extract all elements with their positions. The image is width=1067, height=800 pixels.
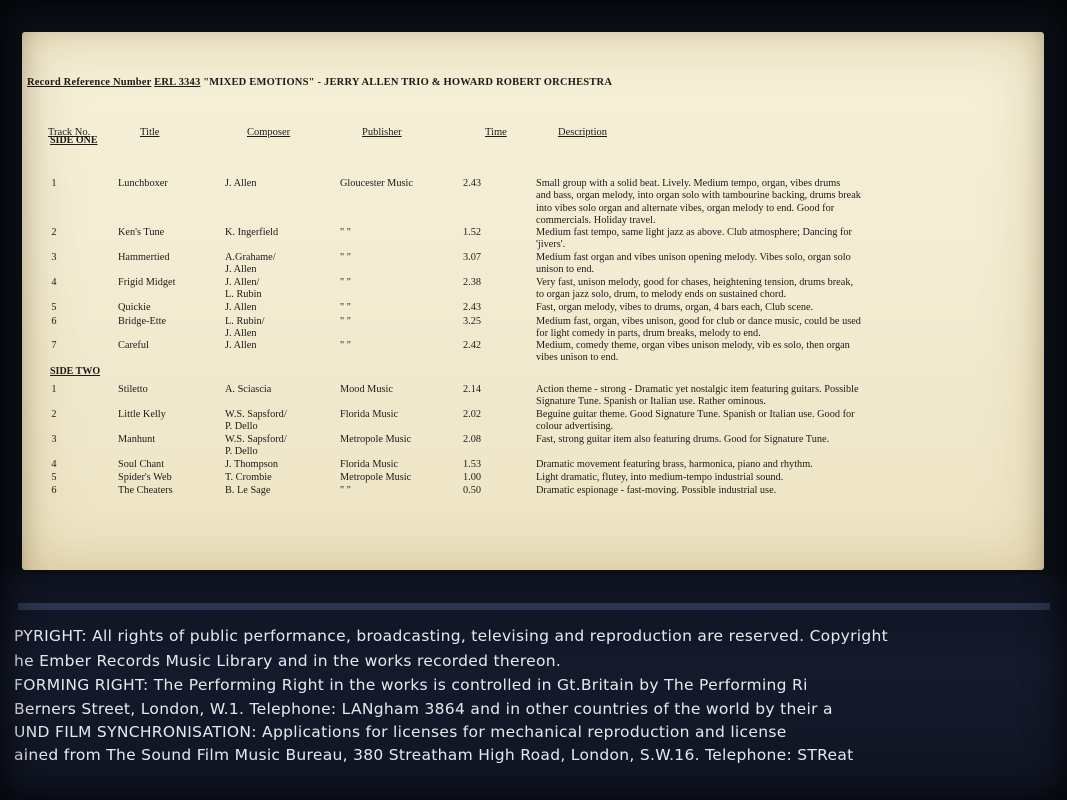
track-publisher: " " (340, 485, 351, 496)
track-number: 4 (51, 277, 57, 288)
track-publisher: " " (340, 252, 351, 263)
track-title: Ken's Tune (118, 227, 165, 238)
track-publisher: Gloucester Music (340, 178, 413, 189)
track-number: 5 (51, 302, 57, 313)
track-description: Medium, comedy theme, organ vibes unison melody, vib es solo, then organ vibes unison to end. (536, 340, 850, 364)
track-publisher: " " (340, 227, 351, 238)
record-header (27, 77, 612, 88)
track-title: Soul Chant (118, 459, 165, 470)
track-time: 2.08 (463, 434, 482, 445)
track-title: Spider's Web (118, 472, 172, 483)
track-publisher: Florida Music (340, 409, 399, 420)
track-title: Little Kelly (118, 409, 166, 420)
track-time: 2.42 (463, 340, 482, 351)
legal-line-1: PYRIGHT: All rights of public performance, broadcasting, televising and reproduction are reserved. Copyright (14, 627, 889, 645)
track-publisher: Florida Music (340, 459, 399, 470)
col-description: Description (558, 127, 607, 138)
track-title: Hammertied (118, 252, 170, 263)
record-title: "MIXED EMOTIONS" - JERRY ALLEN TRIO & HOWARD ROBERT ORCHESTRA (203, 77, 613, 88)
col-time: Time (485, 127, 507, 138)
track-title: Manhunt (118, 434, 156, 445)
footer-stripe (18, 603, 1050, 610)
track-time: 2.43 (463, 178, 482, 189)
track-description: Light dramatic, flutey, into medium-tempo industrial sound. (536, 472, 784, 483)
track-title: Lunchboxer (118, 178, 168, 189)
track-number: 7 (51, 340, 57, 351)
track-title: Bridge-Ette (118, 316, 167, 327)
legal-line-2: he Ember Records Music Library and in the works recorded thereon. (14, 652, 562, 670)
track-time: 2.38 (463, 277, 482, 288)
track-composer: A. Sciascia (225, 384, 272, 395)
track-composer: J. Allen (225, 178, 257, 189)
track-publisher: " " (340, 316, 351, 327)
track-publisher: " " (340, 340, 351, 351)
track-composer: W.S. Sapsford/ P. Dello (225, 409, 287, 433)
track-time: 1.52 (463, 227, 482, 238)
side-two-label: SIDE TWO (50, 366, 101, 377)
track-title: Careful (118, 340, 149, 351)
track-time: 1.00 (463, 472, 482, 483)
track-composer: J. Allen/ L. Rubin (225, 277, 262, 301)
track-number: 4 (51, 459, 57, 470)
col-publisher: Publisher (362, 127, 402, 138)
track-description: Beguine guitar theme. Good Signature Tune. Spanish or Italian use. Good for colour advertising. (536, 409, 855, 433)
track-time: 2.02 (463, 409, 482, 420)
track-title: Stiletto (118, 384, 148, 395)
track-title: Frigid Midget (118, 277, 176, 288)
track-number: 2 (51, 409, 57, 420)
track-composer: T. Crombie (225, 472, 272, 483)
track-publisher: Metropole Music (340, 472, 412, 483)
track-description: Medium fast tempo, same light jazz as above. Club atmosphere; Dancing for 'jivers'. (536, 227, 852, 251)
track-time: 0.50 (463, 485, 482, 496)
track-composer: L. Rubin/ J. Allen (225, 316, 265, 340)
track-description: Dramatic espionage - fast-moving. Possible industrial use. (536, 485, 777, 496)
col-title: Title (140, 127, 160, 138)
track-composer: B. Le Sage (225, 485, 271, 496)
track-publisher: " " (340, 302, 351, 313)
track-composer: W.S. Sapsford/ P. Dello (225, 434, 287, 458)
track-description: Action theme - strong - Dramatic yet nostalgic item featuring guitars. Possible Signature Tune. Spanish or Italian use. Rather ominous. (536, 384, 859, 408)
track-number: 1 (51, 178, 57, 189)
legal-line-5: UND FILM SYNCHRONISATION: Applications for licenses for mechanical reproduction and license (14, 723, 787, 741)
track-composer: J. Allen (225, 340, 257, 351)
track-composer: A.Grahame/ J. Allen (225, 252, 276, 276)
track-description: Small group with a solid beat. Lively. Medium tempo, organ, vibes drums and bass, organ melody, into organ solo with tambourine backing, drums break into vibes solo organ and alternate vibes, organ melody to end. Good for commercials. Holiday travel. (536, 178, 861, 227)
track-time: 2.43 (463, 302, 482, 313)
track-composer: K. Ingerfield (225, 227, 279, 238)
track-publisher: Metropole Music (340, 434, 412, 445)
track-time: 1.53 (463, 459, 482, 470)
track-time: 3.07 (463, 252, 482, 263)
track-description: Fast, strong guitar item also featuring drums. Good for Signature Tune. (536, 434, 830, 445)
track-title: Quickie (118, 302, 151, 313)
col-composer: Composer (247, 127, 291, 138)
track-number: 2 (51, 227, 57, 238)
track-number: 5 (51, 472, 57, 483)
track-number: 3 (51, 252, 57, 263)
track-composer: J. Allen (225, 302, 257, 313)
track-number: 1 (51, 384, 57, 395)
track-description: Medium fast organ and vibes unison opening melody. Vibes solo, organ solo unison to end. (536, 252, 851, 276)
track-time: 2.14 (463, 384, 482, 395)
track-description: Medium fast, organ, vibes unison, good for club or dance music, could be used for light comedy in parts, drum breaks, melody to end. (536, 316, 861, 340)
track-time: 3.25 (463, 316, 482, 327)
track-description: Very fast, unison melody, good for chases, heightening tension, drums break, to organ jazz solo, drum, to melody ends on sustained chord. (536, 277, 854, 301)
track-number: 3 (51, 434, 57, 445)
legal-line-4: Berners Street, London, W.1. Telephone: LANgham 3864 and in other countries of the world by their a (14, 700, 833, 718)
record-ref-number: ERL 3343 (154, 77, 201, 88)
track-description: Fast, organ melody, vibes to drums, organ, 4 bars each, Club scene. (536, 302, 814, 313)
track-composer: J. Thompson (225, 459, 279, 470)
col-track: Track No. (48, 127, 91, 138)
track-publisher: " " (340, 277, 351, 288)
legal-line-6: ained from The Sound Film Music Bureau, 380 Streatham High Road, London, S.W.16. Telephone: STReat (14, 746, 854, 764)
track-description: Dramatic movement featuring brass, harmonica, piano and rhythm. (536, 459, 813, 470)
legal-line-3: FORMING RIGHT: The Performing Right in the works is controlled in Gt.Britain by The Performing Ri (14, 676, 808, 694)
track-number: 6 (51, 485, 57, 496)
track-title: The Cheaters (118, 485, 173, 496)
side-one-label: SIDE ONE (50, 135, 98, 146)
track-publisher: Mood Music (340, 384, 393, 395)
track-number: 6 (51, 316, 57, 327)
record-ref-label: Record Reference Number (27, 77, 152, 88)
